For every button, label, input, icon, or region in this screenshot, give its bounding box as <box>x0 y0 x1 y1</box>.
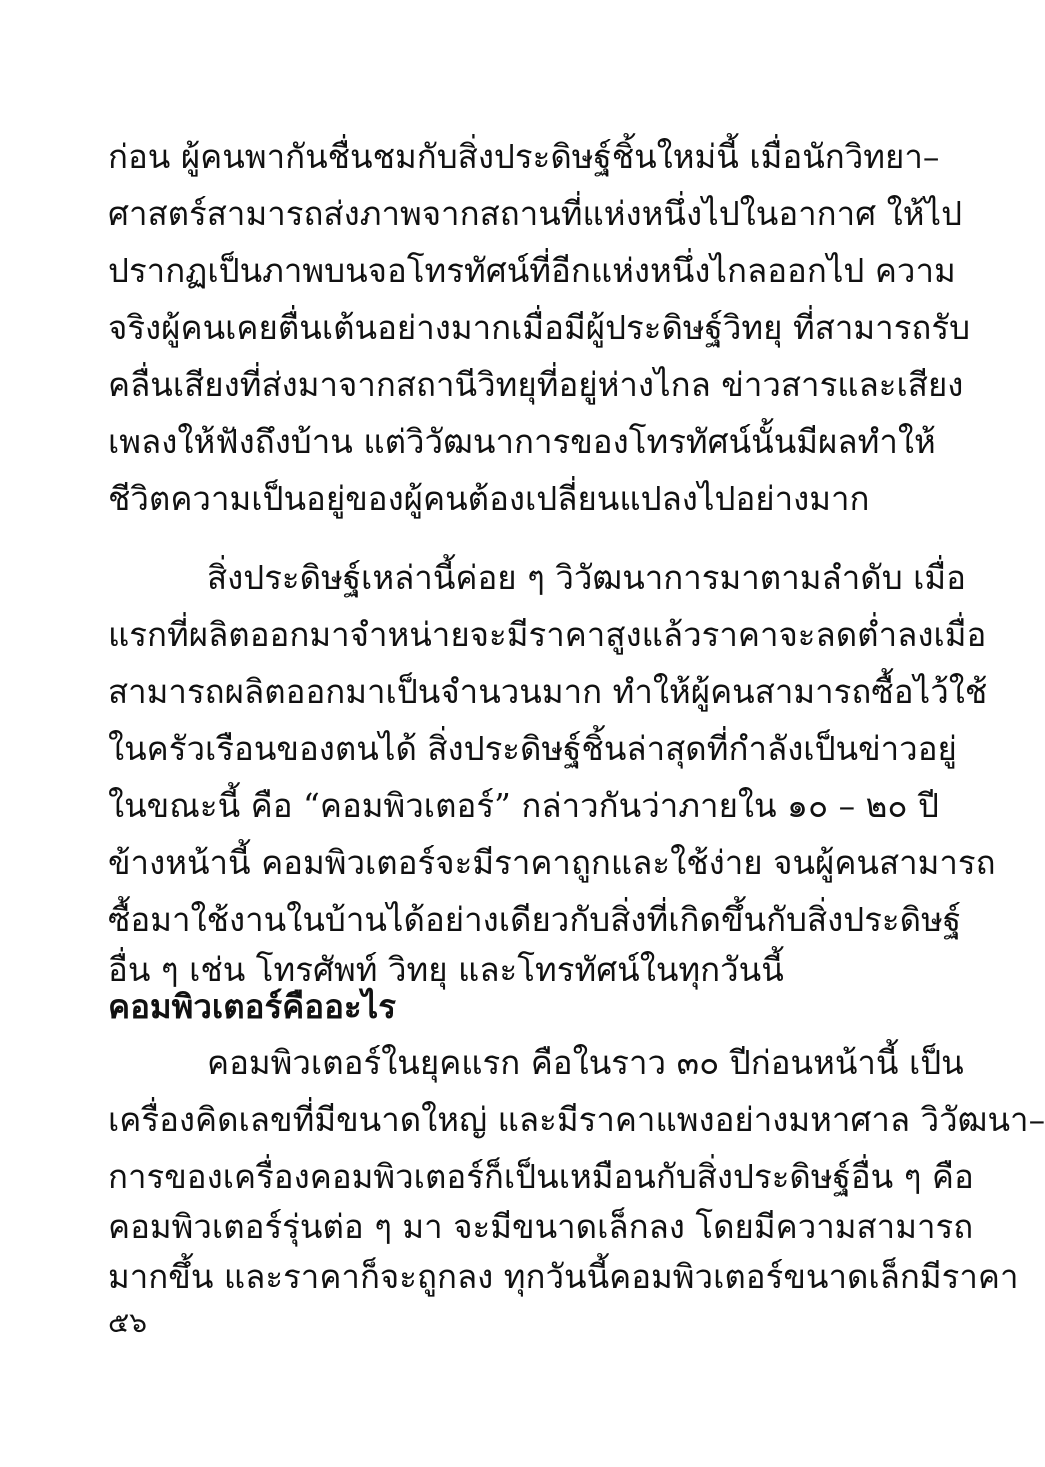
text-line: สามารถผลิตออกมาเป็นจำนวนมาก ทำให้ผู้คนสามารถซื้อไว้ใช้ <box>108 672 988 711</box>
text-line: ข้างหน้านี้ คอมพิวเตอร์จะมีราคาถูกและใช้ง่าย จนผู้คนสามารถ <box>108 843 996 882</box>
text-line: ชีวิตความเป็นอยู่ของผู้คนต้องเปลี่ยนแปลงไปอย่างมาก <box>108 479 870 518</box>
text-line: การของเครื่องคอมพิวเตอร์ก็เป็นเหมือนกับสิ่งประดิษฐ์อื่น ๆ คือ <box>108 1157 974 1196</box>
text-line: คอมพิวเตอร์รุ่นต่อ ๆ มา จะมีขนาดเล็กลง โดยมีความสามารถ <box>108 1207 974 1246</box>
text-line: ก่อน ผู้คนพากันชื่นชมกับสิ่งประดิษฐ์ชิ้นใหม่นี้ เมื่อนักวิทยา– <box>108 137 940 176</box>
text-line: จริงผู้คนเคยตื่นเต้นอย่างมากเมื่อมีผู้ประดิษฐ์วิทยุ ที่สามารถรับ <box>108 308 971 347</box>
section-heading: คอมพิวเตอร์คืออะไร <box>108 987 396 1026</box>
text-line: ศาสตร์สามารถส่งภาพจากสถานที่แห่งหนึ่งไปในอากาศ ให้ไป <box>108 194 963 233</box>
text-line: แรกที่ผลิตออกมาจำหน่ายจะมีราคาสูงแล้วราคาจะลดต่ำลงเมื่อ <box>108 615 987 654</box>
text-line: สิ่งประดิษฐ์เหล่านี้ค่อย ๆ วิวัฒนาการมาตามลำดับ เมื่อ <box>207 558 966 597</box>
text-line: เพลงให้ฟังถึงบ้าน แต่วิวัฒนาการของโทรทัศน์นั้นมีผลทำให้ <box>108 422 936 461</box>
page-number: ๕๖ <box>108 1306 147 1339</box>
text-line: ในขณะนี้ คือ “คอมพิวเตอร์” กล่าวกันว่าภายใน ๑๐ – ๒๐ ปี <box>108 786 939 825</box>
text-line: คอมพิวเตอร์ในยุคแรก คือในราว ๓๐ ปีก่อนหน้านี้ เป็น <box>207 1043 964 1082</box>
text-line: อื่น ๆ เช่น โทรศัพท์ วิทยุ และโทรทัศน์ในทุกวันนี้ <box>108 950 784 989</box>
text-line: ซื้อมาใช้งานในบ้านได้อย่างเดียวกับสิ่งที่เกิดขึ้นกับสิ่งประดิษฐ์ <box>108 900 962 939</box>
text-line: ปรากฏเป็นภาพบนจอโทรทัศน์ที่อีกแห่งหนึ่งไกลออกไป ความ <box>108 251 956 290</box>
text-line: เครื่องคิดเลขที่มีขนาดใหญ่ และมีราคาแพงอย่างมหาศาล วิวัฒนา– <box>108 1100 1045 1139</box>
text-line: คลื่นเสียงที่ส่งมาจากสถานีวิทยุที่อยู่ห่างไกล ข่าวสารและเสียง <box>108 365 964 404</box>
text-line: ในครัวเรือนของตนได้ สิ่งประดิษฐ์ชิ้นล่าสุดที่กำลังเป็นข่าวอยู่ <box>108 729 957 768</box>
text-line: มากขึ้น และราคาก็จะถูกลง ทุกวันนี้คอมพิวเตอร์ขนาดเล็กมีราคา <box>108 1257 1019 1296</box>
